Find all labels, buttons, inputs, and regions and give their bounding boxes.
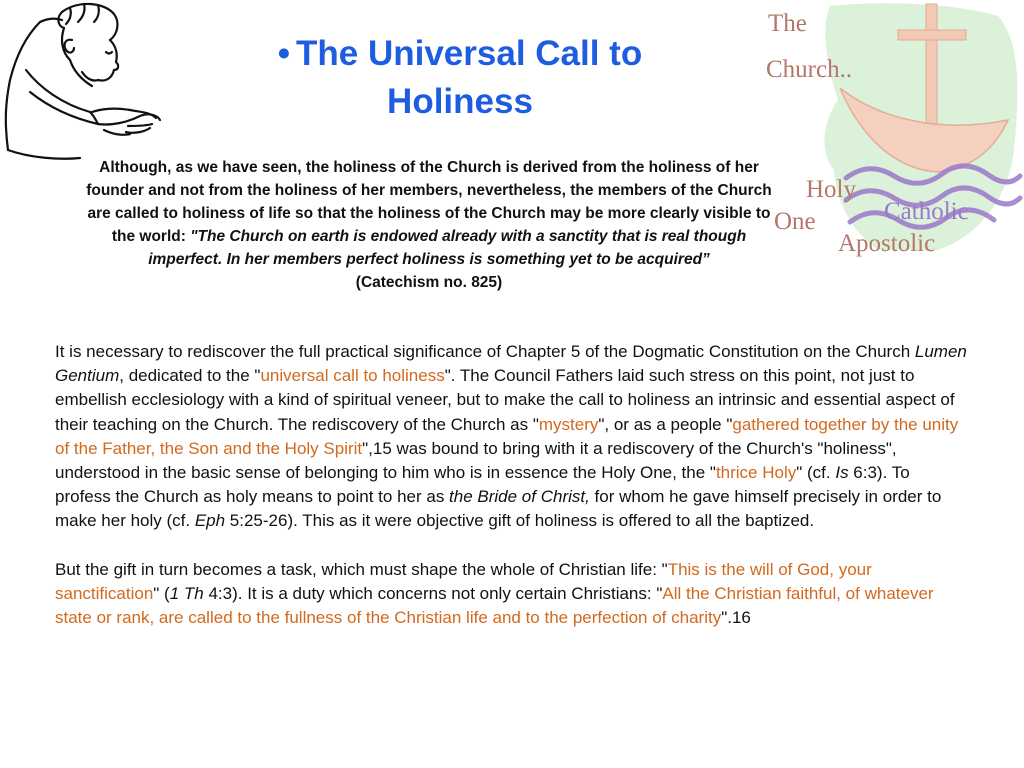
p1-text: , dedicated to the " [119, 366, 261, 386]
p1-text: ", or as a people " [598, 414, 733, 434]
logo-word-catholic: Catholic [884, 198, 969, 225]
p1-highlight-thrice-holy: thrice Holy [715, 463, 797, 483]
p2-text: " ( [153, 583, 170, 603]
body-text [55, 340, 970, 630]
p1-highlight-universal-call: universal call to holiness [260, 366, 445, 386]
p1-text: 6:3). To profess the Church as holy means to point to her as [55, 463, 910, 507]
p1-italic-is: Is [835, 463, 849, 483]
logo-word-apostolic: Apostolic [838, 230, 936, 257]
logo-word-one: One [774, 208, 816, 235]
p2-text: ".16 [721, 608, 751, 628]
p1-text: for whom he gave himself precisely in order to make her holy (cf. [55, 487, 942, 531]
p1-highlight-mystery: mystery [538, 414, 599, 434]
p1-highlight-gathered-together: gathered together by the unity of the Father, the Son and the Holy Spirit [55, 414, 959, 458]
p1-italic-bride-of-christ: the Bride of Christ, [449, 487, 590, 507]
p1-text: " (cf. [796, 463, 836, 483]
p2-text: But the gift in turn becomes a task, which must shape the whole of Christian life: " [55, 559, 668, 579]
paragraph-gap [55, 534, 970, 558]
p1-italic-lumen-gentium: Lumen Gentium [55, 342, 967, 386]
paragraph-2 [55, 558, 970, 631]
logo-word-the: The [768, 10, 807, 37]
p2-highlight-will-of-god: This is the will of God, your sanctification [55, 559, 872, 603]
p2-highlight-all-christian-faithful: All the Christian faithful, of whatever state or rank, are called to the fullness of the Christian life and to the perfection of charity [55, 583, 934, 628]
praying-person-illustration [0, 0, 175, 165]
p1-text: It is necessary to rediscover the full practical significance of Chapter 5 of the Dogmatic Constitution on the Church [55, 342, 915, 361]
p1-italic-eph: Eph [194, 511, 226, 531]
title-text: The Universal Call to Holiness [296, 34, 643, 121]
slide-title [200, 30, 720, 126]
p1-text: ". The Council Fathers laid such stress on this point, not just to embellish ecclesiology with a kind of spiritual veneer, but to make the call to holiness an intrinsic and essential aspect of their teaching on the Church. The rediscovery of the Church as " [55, 366, 955, 434]
title-bullet: • [277, 34, 291, 73]
intro-quote: "The Church on earth is endowed already with a sanctity that is real though imperfect. In her members perfect holiness is something yet to be acquired” [148, 228, 747, 268]
logo-word-church: Church.. [766, 56, 853, 83]
intro-paragraph [84, 156, 774, 294]
p1-text: 5:25-26). This as it were objective gift of holiness is offered to all the baptized. [225, 511, 815, 531]
intro-text: Although, as we have seen, the holiness of the Church is derived from the holiness of her founder and not from the holiness of her members, nevertheless, the members of the Church are called to holiness of life so that the holiness of the Church may be more clearly visible to the world: [86, 159, 772, 245]
p1-text: ",15 was bound to bring with it a rediscovery of the Church's "holiness", understood in the basic sense of belonging to him who is in essence the Holy One, the " [55, 438, 897, 483]
p2-italic-1-th: 1 Th [169, 583, 204, 603]
church-logo [758, 0, 1024, 270]
p2-text: 4:3). It is a duty which concerns not only certain Christians: " [203, 583, 663, 603]
paragraph-1 [55, 340, 970, 534]
logo-word-holy: Holy [806, 176, 856, 203]
intro-citation: (Catechism no. 825) [355, 274, 503, 291]
